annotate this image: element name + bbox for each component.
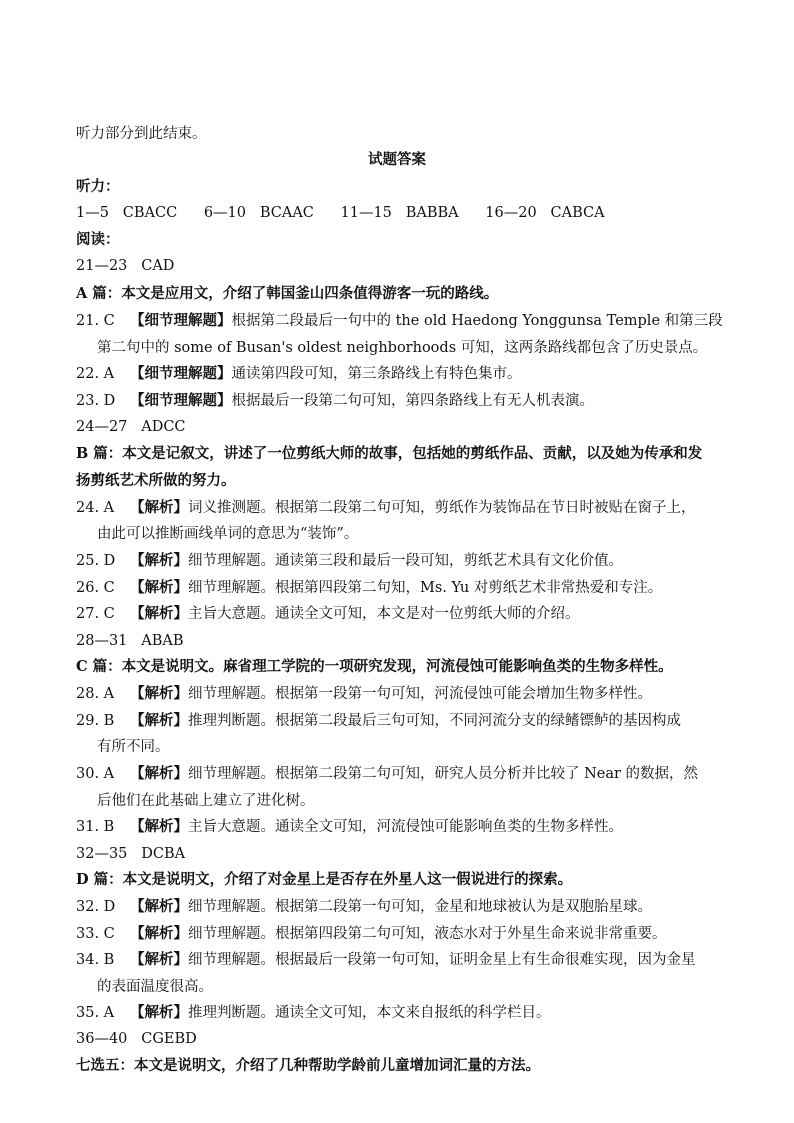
answer-key: CABCA xyxy=(550,205,605,221)
question-number: 26. C xyxy=(76,580,115,596)
question-number: 24. A xyxy=(76,500,115,516)
question-number: 25. D xyxy=(76,553,116,569)
question-type-tag: 【解析】 xyxy=(130,1004,188,1021)
answer-key: DCBA xyxy=(141,846,186,862)
section-summary-continuation: 扬剪纸艺术所做的努力。 xyxy=(76,472,236,489)
section-answer-line xyxy=(76,256,732,276)
section-summary: A 篇：本文是应用文，介绍了韩国釜山四条值得游客一玩的路线。 xyxy=(76,285,499,302)
explanation-item xyxy=(76,578,732,598)
answer-range: 21—23 xyxy=(76,258,128,274)
answer-key: ABAB xyxy=(141,633,184,649)
explanation-continuation: 的表面温度很高。 xyxy=(97,979,213,995)
explanation-item xyxy=(76,950,732,970)
explanation-continuation: 后他们在此基础上建立了进化树。 xyxy=(97,793,315,809)
section-summary: D 篇：本文是说明文，介绍了对金星上是否存在外星人这一假说进行的探索。 xyxy=(76,871,573,888)
question-number: 27. C xyxy=(76,606,115,622)
question-type-tag: 【细节理解题】 xyxy=(130,312,232,329)
explanation-continuation: 有所不同。 xyxy=(97,739,170,755)
section-summary: B 篇：本文是记叙文，讲述了一位剪纸大师的故事，包括她的剪纸作品、贡献，以及她为传承和发 xyxy=(76,445,703,462)
explanation-item xyxy=(76,924,732,944)
section-answer-line xyxy=(76,844,732,864)
reading-label: 阅读： xyxy=(76,231,120,248)
explanation-continuation: 第二句中的 some of Busan's oldest neighborhoods 可知，这两条路线都包含了历史景点。 xyxy=(97,340,708,356)
question-type-tag: 【细节理解题】 xyxy=(130,392,232,409)
answer-range: 32—35 xyxy=(76,846,128,862)
explanation-item xyxy=(76,897,732,917)
explanation-item xyxy=(76,817,732,837)
question-type-tag: 【解析】 xyxy=(130,765,188,782)
question-type-tag: 【解析】 xyxy=(130,951,188,968)
explanation-text: 细节理解题。根据第二段第一句可知，金星和地球被认为是双胞胎星球。 xyxy=(188,899,652,915)
explanation-text: 主旨大意题。通读全文可知，河流侵蚀可能影响鱼类的生物多样性。 xyxy=(188,819,623,835)
section-answer-line xyxy=(76,1029,732,1049)
explanation-text: 推理判断题。通读全文可知，本文来自报纸的科学栏目。 xyxy=(188,1005,551,1021)
question-number: 34. B xyxy=(76,952,115,968)
answer-range: 6—10 xyxy=(203,205,246,221)
answer-range: 1—5 xyxy=(76,205,109,221)
explanation-continuation: 由此可以推断画线单词的意思为“装饰”。 xyxy=(97,526,359,542)
question-type-tag: 【解析】 xyxy=(130,898,188,915)
answer-range: 28—31 xyxy=(76,633,128,649)
explanation-text: 主旨大意题。通读全文可知，本文是对一位剪纸大师的介绍。 xyxy=(188,606,580,622)
question-type-tag: 【解析】 xyxy=(130,605,188,622)
section-summary: 七选五：本文是说明文，介绍了几种帮助学龄前儿童增加词汇量的方法。 xyxy=(76,1057,540,1074)
answer-key: BABBA xyxy=(405,205,459,221)
section-summary: C 篇：本文是说明文。麻省理工学院的一项研究发现，河流侵蚀可能影响鱼类的生物多样性。 xyxy=(76,658,673,675)
question-type-tag: 【细节理解题】 xyxy=(130,365,232,382)
question-number: 33. C xyxy=(76,926,115,942)
question-type-tag: 【解析】 xyxy=(130,552,188,569)
answer-range: 11—15 xyxy=(340,205,392,221)
page-title: 试题答案 xyxy=(368,151,426,168)
explanation-text: 根据最后一段第二句可知，第四条路线上有无人机表演。 xyxy=(231,393,594,409)
answer-range: 24—27 xyxy=(76,419,128,435)
listening-answers xyxy=(76,203,732,223)
answer-key: CGEBD xyxy=(141,1031,197,1047)
explanation-item xyxy=(76,551,732,571)
explanation-text: 细节理解题。根据第一段第一句可知，河流侵蚀可能会增加生物多样性。 xyxy=(188,686,652,702)
explanation-item xyxy=(76,711,732,731)
explanation-item xyxy=(76,684,732,704)
explanation-text: 通读第四段可知，第三条路线上有特色集市。 xyxy=(231,366,522,382)
question-number: 31. B xyxy=(76,819,115,835)
question-number: 32. D xyxy=(76,899,116,915)
question-type-tag: 【解析】 xyxy=(130,818,188,835)
explanation-text: 细节理解题。根据第四段第二句可知，液态水对于外星生命来说非常重要。 xyxy=(188,926,667,942)
question-number: 22. A xyxy=(76,366,115,382)
question-number: 35. A xyxy=(76,1005,115,1021)
question-type-tag: 【解析】 xyxy=(130,499,188,516)
question-number: 21. C xyxy=(76,313,115,329)
explanation-text: 细节理解题。根据第二段第二句可知，研究人员分析并比较了 Near 的数据，然 xyxy=(188,766,699,782)
explanation-item xyxy=(76,311,732,331)
question-number: 29. B xyxy=(76,713,115,729)
explanation-text: 词义推测题。根据第二段第二句可知，剪纸作为装饰品在节日时被贴在窗子上， xyxy=(188,500,696,516)
question-type-tag: 【解析】 xyxy=(130,579,188,596)
explanation-item xyxy=(76,364,732,384)
listening-label: 听力： xyxy=(76,178,120,195)
explanation-text: 推理判断题。根据第二段最后三句可知，不同河流分支的绿鳍镖鲈的基因构成 xyxy=(188,713,681,729)
answer-key: ADCC xyxy=(141,419,186,435)
section-answer-line xyxy=(76,417,732,437)
answer-range: 36—40 xyxy=(76,1031,128,1047)
question-number: 23. D xyxy=(76,393,116,409)
question-type-tag: 【解析】 xyxy=(130,685,188,702)
explanation-item xyxy=(76,764,732,784)
question-number: 28. A xyxy=(76,686,115,702)
answer-key: CBACC xyxy=(122,205,178,221)
question-type-tag: 【解析】 xyxy=(130,712,188,729)
explanation-text: 细节理解题。通读第三段和最后一段可知，剪纸艺术具有文化价值。 xyxy=(188,553,623,569)
explanation-text: 细节理解题。根据最后一段第一句可知，证明金星上有生命很难实现，因为金星 xyxy=(188,952,696,968)
answer-key: BCAAC xyxy=(259,205,314,221)
explanation-item xyxy=(76,1003,732,1023)
explanation-text: 根据第二段最后一句中的 the old Haedong Yonggunsa Temple 和第三段 xyxy=(231,313,723,329)
explanation-text: 细节理解题。根据第四段第二句知，Ms. Yu 对剪纸艺术非常热爱和专注。 xyxy=(188,580,663,596)
section-answer-line xyxy=(76,631,732,651)
answer-key: CAD xyxy=(141,258,175,274)
explanation-item xyxy=(76,391,732,411)
listening-end-text: 听力部分到此结束。 xyxy=(76,126,207,142)
question-number: 30. A xyxy=(76,766,115,782)
explanation-item xyxy=(76,498,732,518)
answer-range: 16—20 xyxy=(485,205,537,221)
question-type-tag: 【解析】 xyxy=(130,925,188,942)
explanation-item xyxy=(76,604,732,624)
